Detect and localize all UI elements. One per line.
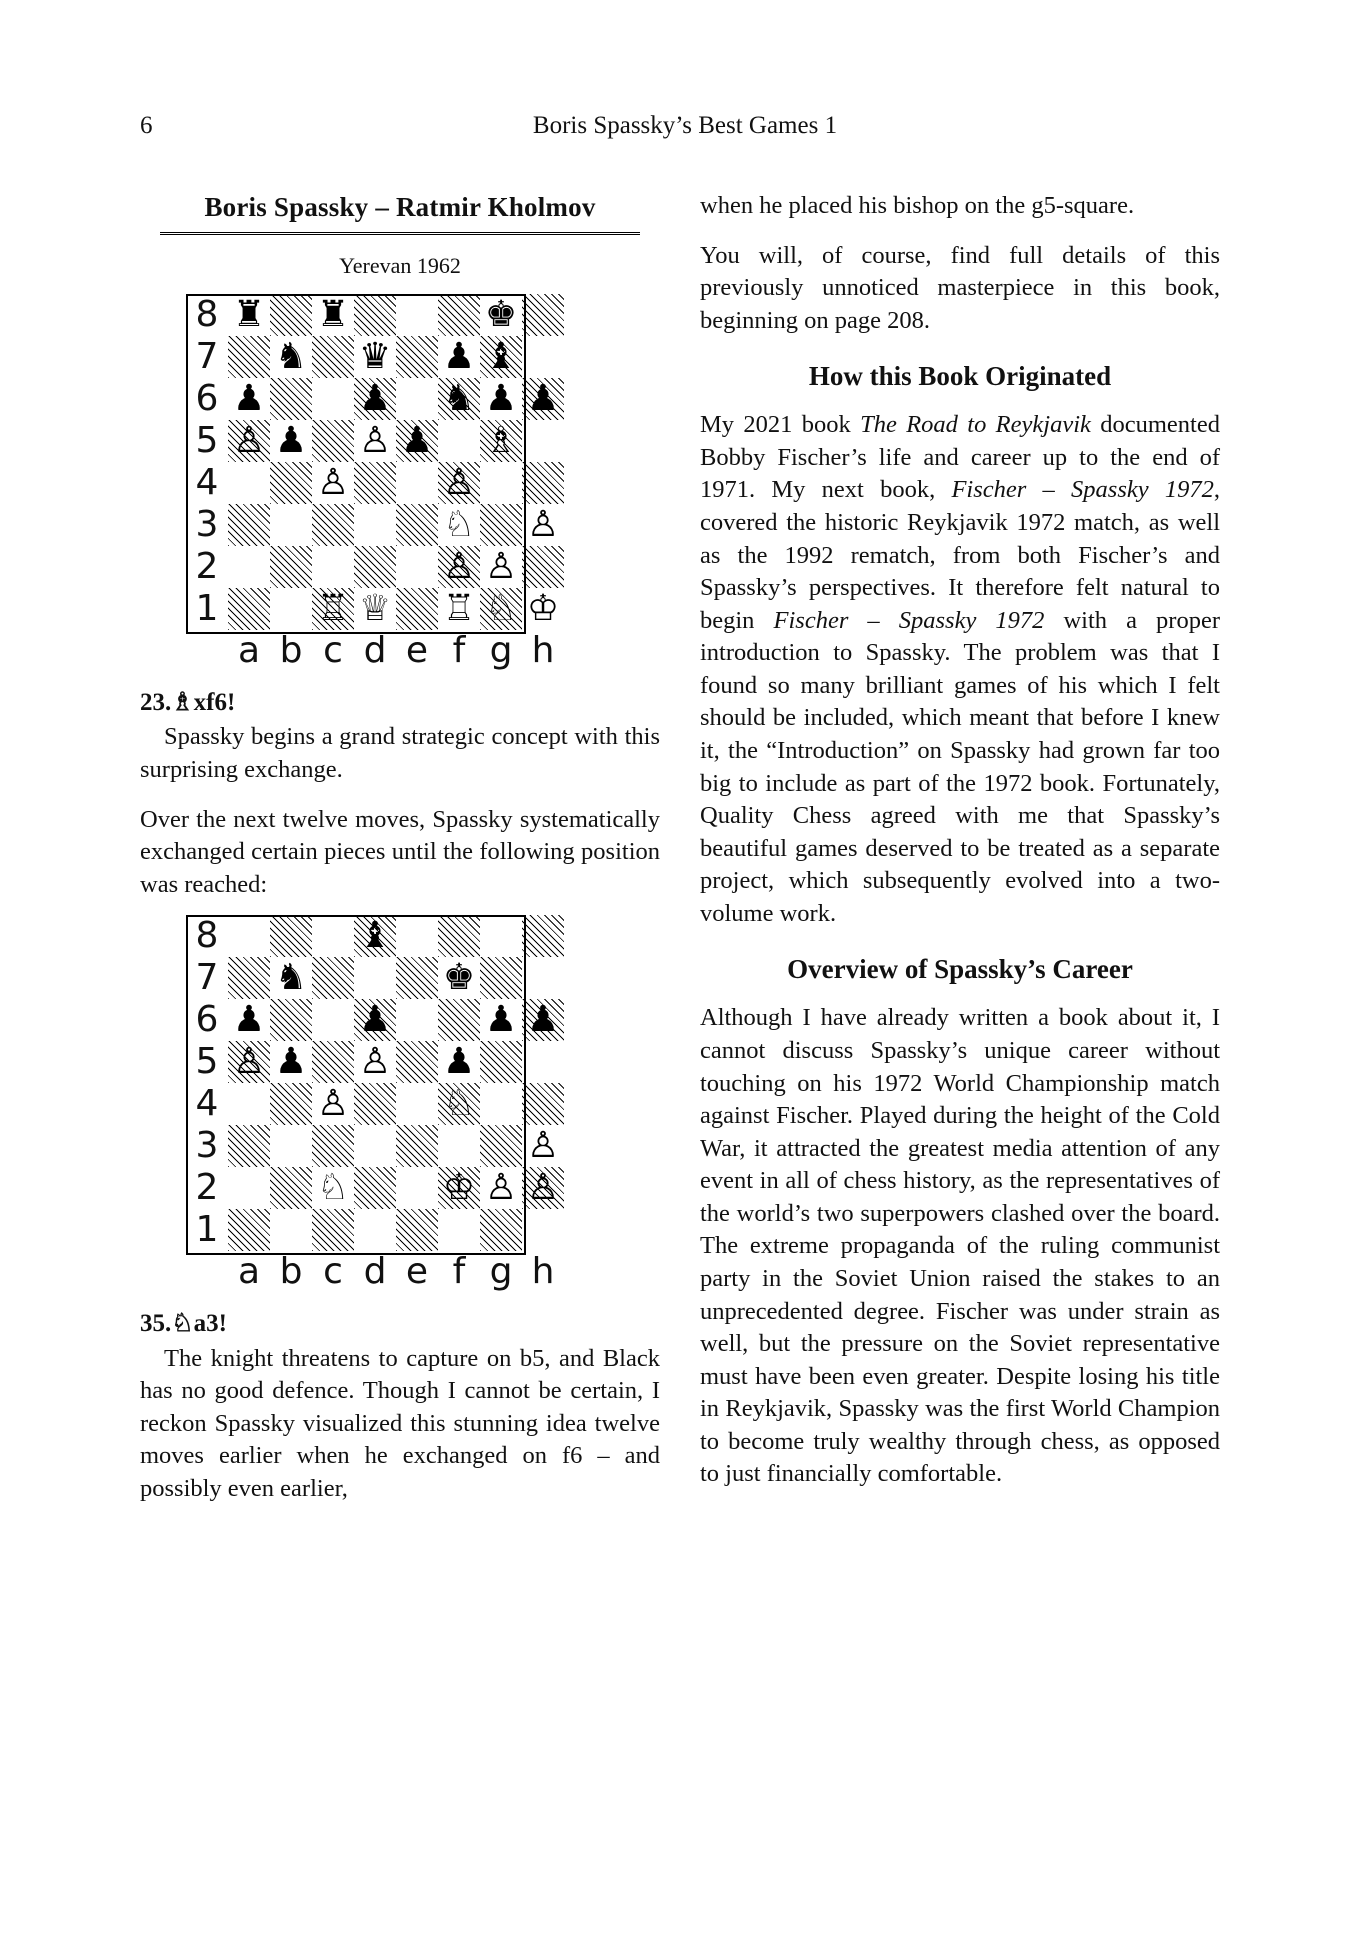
board-file-row [186, 1251, 564, 1293]
board-square-d3 [354, 1125, 396, 1167]
page-header [140, 112, 1230, 142]
rank-label: 7 [186, 957, 228, 999]
chess-piece-k: ♚ [442, 957, 476, 999]
chess-piece-n: ♞ [274, 957, 308, 999]
board-square-g5 [480, 1041, 522, 1083]
board-rank-row [186, 1125, 564, 1167]
chess-piece-K: ♔ [526, 588, 560, 630]
board-square-c7 [312, 957, 354, 999]
board-square-e8 [396, 915, 438, 957]
board-square-g1 [480, 588, 522, 630]
board-square-e3 [396, 504, 438, 546]
board-square-d7 [354, 957, 396, 999]
file-label: f [438, 1251, 480, 1293]
board-square-d2 [354, 546, 396, 588]
board-square-g4 [480, 1083, 522, 1125]
board-square-f4 [438, 462, 480, 504]
chess-piece-p: ♟ [526, 378, 560, 420]
board-square-d5 [354, 420, 396, 462]
chess-piece-p: ♟ [232, 999, 266, 1041]
board-square-d5 [354, 1041, 396, 1083]
board-square-g3 [480, 504, 522, 546]
chess-piece-N: ♘ [442, 504, 476, 546]
board-square-h8 [522, 294, 564, 336]
file-label: f [438, 630, 480, 672]
board-square-a6 [228, 378, 270, 420]
diagram-1-wrapper [140, 294, 660, 672]
board-rank-row [186, 915, 564, 957]
rank-label: 4 [186, 462, 228, 504]
board-square-b6 [270, 999, 312, 1041]
board-square-a8 [228, 915, 270, 957]
chess-piece-P: ♙ [232, 420, 266, 462]
board-square-f7 [438, 957, 480, 999]
board-square-f1 [438, 1209, 480, 1251]
board-square-f2 [438, 546, 480, 588]
rank-label: 1 [186, 1209, 228, 1251]
rank-label: 2 [186, 1167, 228, 1209]
chess-diagram-after-35-Na3 [186, 915, 564, 1293]
game-title: Boris Spassky – Ratmir Kholmov [160, 190, 640, 235]
board-square-g6 [480, 378, 522, 420]
board-square-d4 [354, 462, 396, 504]
board-square-b5 [270, 420, 312, 462]
board-rank-row [186, 378, 564, 420]
board-square-e4 [396, 1083, 438, 1125]
chess-piece-P: ♙ [442, 462, 476, 504]
corner-spacer [186, 1251, 228, 1293]
board-square-g7 [480, 336, 522, 378]
chess-piece-P: ♙ [484, 546, 518, 588]
chess-piece-N: ♘ [484, 588, 518, 630]
board-square-g3 [480, 1125, 522, 1167]
board-square-d7 [354, 336, 396, 378]
paragraph-right-3: Although I have already written a book about it, I cannot discuss Spassky’s unique career without touching on his 1972 World Championship match against Fischer. Played during the height of the Cold War, it attracted the greatest media attention of any event in all of chess history, as the representatives of the world’s two superpowers clashed over the board. The extreme propaganda of the ruling communist party in the Soviet Union raised the stakes to an unprecedented degree. Fischer was under strain as well, but the pressure on the Soviet representative must have been even greater. Despite losing his title in Reykjavik, Spassky was the first World Champion to become truly wealthy through chess, as opposed to just financially comfortable. [700, 1004, 1220, 1488]
board-rank-row [186, 462, 564, 504]
chess-piece-P: ♙ [526, 1167, 560, 1209]
file-label: c [312, 1251, 354, 1293]
board-square-e7 [396, 957, 438, 999]
paragraph-right-1: You will, of course, find full details of this previously unnoticed masterpiece in this book, beginning on page 208. [700, 241, 1220, 334]
chess-piece-p: ♟ [400, 420, 434, 462]
board-square-b8 [270, 294, 312, 336]
board-rank-row [186, 1083, 564, 1125]
board-square-e2 [396, 1167, 438, 1209]
rank-label: 6 [186, 999, 228, 1041]
board-square-f5 [438, 420, 480, 462]
chess-piece-N: ♘ [442, 1083, 476, 1125]
board-square-a4 [228, 462, 270, 504]
right-column [700, 190, 1220, 1491]
board-square-d1 [354, 1209, 396, 1251]
board-square-f6 [438, 378, 480, 420]
move-heading-23: 23.♗xf6! [140, 689, 236, 717]
chess-piece-P: ♙ [232, 1041, 266, 1083]
board-square-f2 [438, 1167, 480, 1209]
chess-piece-p: ♟ [358, 999, 392, 1041]
board-square-g2 [480, 1167, 522, 1209]
board-square-b8 [270, 915, 312, 957]
board-square-d1 [354, 588, 396, 630]
board-square-g1 [480, 1209, 522, 1251]
board-square-h7 [522, 957, 564, 999]
board-square-d8 [354, 915, 396, 957]
board-square-f6 [438, 999, 480, 1041]
rank-label: 5 [186, 1041, 228, 1083]
board-square-a6 [228, 999, 270, 1041]
page-number: 6 [140, 112, 153, 139]
board-square-c8 [312, 915, 354, 957]
board-square-e1 [396, 588, 438, 630]
chess-piece-P: ♙ [526, 1125, 560, 1167]
board-square-b2 [270, 546, 312, 588]
file-label: h [522, 630, 564, 672]
board-square-a2 [228, 546, 270, 588]
board-file-row [186, 630, 564, 672]
chess-piece-N: ♘ [316, 1167, 350, 1209]
rank-label: 2 [186, 546, 228, 588]
board-square-c2 [312, 1167, 354, 1209]
board-square-h8 [522, 915, 564, 957]
board-square-h5 [522, 1041, 564, 1083]
board-square-a5 [228, 1041, 270, 1083]
board-square-c5 [312, 420, 354, 462]
diagram-2-wrapper [140, 915, 660, 1293]
file-label: e [396, 630, 438, 672]
board-square-b4 [270, 462, 312, 504]
chess-piece-K: ♔ [442, 1167, 476, 1209]
board-square-e5 [396, 420, 438, 462]
board-square-a1 [228, 1209, 270, 1251]
board-square-e6 [396, 378, 438, 420]
chess-piece-p: ♟ [484, 378, 518, 420]
board-square-b2 [270, 1167, 312, 1209]
book-title-2: Fischer – Spassky 1972 [951, 476, 1214, 504]
board-square-f7 [438, 336, 480, 378]
board-rank-row [186, 957, 564, 999]
board-square-c2 [312, 546, 354, 588]
board-square-f8 [438, 915, 480, 957]
board-square-g4 [480, 462, 522, 504]
board-square-f4 [438, 1083, 480, 1125]
board-rank-row [186, 1041, 564, 1083]
board-square-c5 [312, 1041, 354, 1083]
board-rank-row [186, 294, 564, 336]
chess-piece-p: ♟ [274, 1041, 308, 1083]
chess-piece-r: ♜ [316, 294, 350, 336]
chess-piece-n: ♞ [274, 336, 308, 378]
board-square-b5 [270, 1041, 312, 1083]
file-label: a [228, 1251, 270, 1293]
board-square-g6 [480, 999, 522, 1041]
board-square-a7 [228, 336, 270, 378]
board-square-e8 [396, 294, 438, 336]
rank-label: 8 [186, 915, 228, 957]
board-rank-row [186, 504, 564, 546]
file-label: h [522, 1251, 564, 1293]
board-square-b6 [270, 378, 312, 420]
chess-diagram-2 [140, 915, 660, 1293]
text-c: , covered the historic Reykjavik 1972 match, as well as the 1992 rematch, from both Fischer’s and Spassky’s perspectives. It therefore felt natural to begin [700, 476, 1220, 634]
paragraph-right-2 [700, 409, 1220, 930]
file-label: c [312, 630, 354, 672]
board-square-g5 [480, 420, 522, 462]
paragraph-left-3: The knight threatens to capture on b5, and Black has no good defence. Though I cannot be certain, I reckon Spassky visualized this stunning idea twelve moves earlier when he exchanged on f6 – and possibly even earlier, [140, 1344, 660, 1502]
chess-piece-p: ♟ [442, 336, 476, 378]
file-label: g [480, 630, 522, 672]
text-a: My 2021 book [700, 411, 861, 439]
board-square-a4 [228, 1083, 270, 1125]
board-square-b4 [270, 1083, 312, 1125]
chess-piece-R: ♖ [316, 588, 350, 630]
board-square-g7 [480, 957, 522, 999]
board-rank-row [186, 588, 564, 630]
board-rank-row [186, 546, 564, 588]
file-label: g [480, 1251, 522, 1293]
chess-piece-P: ♙ [316, 462, 350, 504]
board-square-f1 [438, 588, 480, 630]
rank-label: 1 [186, 588, 228, 630]
rank-label: 3 [186, 1125, 228, 1167]
board-rank-row [186, 1209, 564, 1251]
board-square-d8 [354, 294, 396, 336]
board-square-e6 [396, 999, 438, 1041]
text-b: documented Bobby Fischer’s life and career up to the end of 1971. My next book, [700, 411, 1220, 504]
board-square-b1 [270, 1209, 312, 1251]
board-square-b7 [270, 957, 312, 999]
paragraph-right-cont: when he placed his bishop on the g5-square. [700, 192, 1135, 219]
board-square-c6 [312, 378, 354, 420]
section-heading-career: Overview of Spassky’s Career [787, 954, 1133, 985]
board-rank-row [186, 336, 564, 378]
board-square-a5 [228, 420, 270, 462]
chess-diagram-1 [140, 294, 660, 672]
chess-piece-b: ♝ [358, 915, 392, 957]
board-square-b3 [270, 1125, 312, 1167]
board-square-e3 [396, 1125, 438, 1167]
chess-piece-P: ♙ [316, 1083, 350, 1125]
chess-piece-P: ♙ [358, 1041, 392, 1083]
board-square-c1 [312, 1209, 354, 1251]
file-label: b [270, 630, 312, 672]
book-title-3: Fischer – Spassky 1972 [773, 606, 1045, 634]
chess-piece-p: ♟ [358, 378, 392, 420]
board-square-e7 [396, 336, 438, 378]
board-square-h1 [522, 1209, 564, 1251]
chess-piece-P: ♙ [442, 546, 476, 588]
board-square-b7 [270, 336, 312, 378]
board-square-d6 [354, 378, 396, 420]
file-label: d [354, 630, 396, 672]
chess-piece-P: ♙ [526, 504, 560, 546]
board-square-f3 [438, 504, 480, 546]
board-square-h7 [522, 336, 564, 378]
chess-piece-P: ♙ [484, 1167, 518, 1209]
board-square-b1 [270, 588, 312, 630]
board-square-h3 [522, 1125, 564, 1167]
file-label: a [228, 630, 270, 672]
board-square-a1 [228, 588, 270, 630]
chess-piece-p: ♟ [442, 1041, 476, 1083]
board-square-d4 [354, 1083, 396, 1125]
board-square-h4 [522, 1083, 564, 1125]
paragraph-left-2: Over the next twelve moves, Spassky systematically exchanged certain pieces until the following position was reached: [140, 805, 660, 898]
board-square-f3 [438, 1125, 480, 1167]
board-rank-row [186, 1167, 564, 1209]
corner-spacer [186, 630, 228, 672]
left-column [140, 190, 660, 1505]
section-heading-origin: How this Book Originated [808, 361, 1112, 392]
book-title-1: The Road to Reykjavik [860, 411, 1091, 439]
board-square-h2 [522, 546, 564, 588]
rank-label: 5 [186, 420, 228, 462]
board-square-c4 [312, 1083, 354, 1125]
board-square-e5 [396, 1041, 438, 1083]
paragraph-left-1: Spassky begins a grand strategic concept with this surprising exchange. [140, 723, 660, 783]
board-square-d2 [354, 1167, 396, 1209]
board-square-h3 [522, 504, 564, 546]
board-square-e2 [396, 546, 438, 588]
chess-piece-q: ♛ [358, 336, 392, 378]
board-square-a8 [228, 294, 270, 336]
rank-label: 7 [186, 336, 228, 378]
board-square-c4 [312, 462, 354, 504]
chess-piece-r: ♜ [232, 294, 266, 336]
board-square-a7 [228, 957, 270, 999]
board-rank-row [186, 420, 564, 462]
text-d: with a proper introduction to Spassky. The problem was that I found so many brilliant games of his which I felt should be included, which meant that before I knew it, the “Introduction” on Spassky had grown far too big to include as part of the 1972 book. Fortunately, Quality Chess agreed with me that Spassky’s beautiful games deserved to be treated as a separate project, which subsequently evolved into a two-volume work. [700, 606, 1221, 927]
chess-piece-p: ♟ [484, 999, 518, 1041]
board-square-h2 [522, 1167, 564, 1209]
board-square-g2 [480, 546, 522, 588]
board-square-h6 [522, 378, 564, 420]
board-square-g8 [480, 915, 522, 957]
chess-piece-p: ♟ [526, 999, 560, 1041]
board-square-a3 [228, 504, 270, 546]
file-label: d [354, 1251, 396, 1293]
board-square-g8 [480, 294, 522, 336]
board-square-d6 [354, 999, 396, 1041]
game-event: Yerevan 1962 [339, 252, 461, 278]
rank-label: 3 [186, 504, 228, 546]
chess-piece-p: ♟ [274, 420, 308, 462]
chess-piece-k: ♚ [484, 294, 518, 336]
move-heading-35: 35.♘a3! [140, 1310, 227, 1338]
board-square-c3 [312, 1125, 354, 1167]
board-square-c6 [312, 999, 354, 1041]
running-title: Boris Spassky’s Best Games 1 [532, 112, 838, 139]
chess-piece-B: ♗ [484, 420, 518, 462]
board-square-b3 [270, 504, 312, 546]
board-square-a3 [228, 1125, 270, 1167]
board-square-c1 [312, 588, 354, 630]
chess-piece-Q: ♕ [358, 588, 392, 630]
board-square-c3 [312, 504, 354, 546]
rank-label: 4 [186, 1083, 228, 1125]
board-square-c7 [312, 336, 354, 378]
rank-label: 8 [186, 294, 228, 336]
rank-label: 6 [186, 378, 228, 420]
board-square-e4 [396, 462, 438, 504]
board-square-h6 [522, 999, 564, 1041]
board-square-h1 [522, 588, 564, 630]
board-rank-row [186, 999, 564, 1041]
board-square-a2 [228, 1167, 270, 1209]
board-square-f8 [438, 294, 480, 336]
board-square-h4 [522, 462, 564, 504]
board-square-f5 [438, 1041, 480, 1083]
chess-piece-P: ♙ [358, 420, 392, 462]
file-label: e [396, 1251, 438, 1293]
chess-piece-b: ♝ [484, 336, 518, 378]
board-square-e1 [396, 1209, 438, 1251]
board-square-c8 [312, 294, 354, 336]
file-label: b [270, 1251, 312, 1293]
chess-piece-p: ♟ [232, 378, 266, 420]
board-square-d3 [354, 504, 396, 546]
chess-piece-n: ♞ [442, 378, 476, 420]
board-square-h5 [522, 420, 564, 462]
chess-piece-R: ♖ [442, 588, 476, 630]
chess-diagram-after-23-Bxf6 [186, 294, 564, 672]
